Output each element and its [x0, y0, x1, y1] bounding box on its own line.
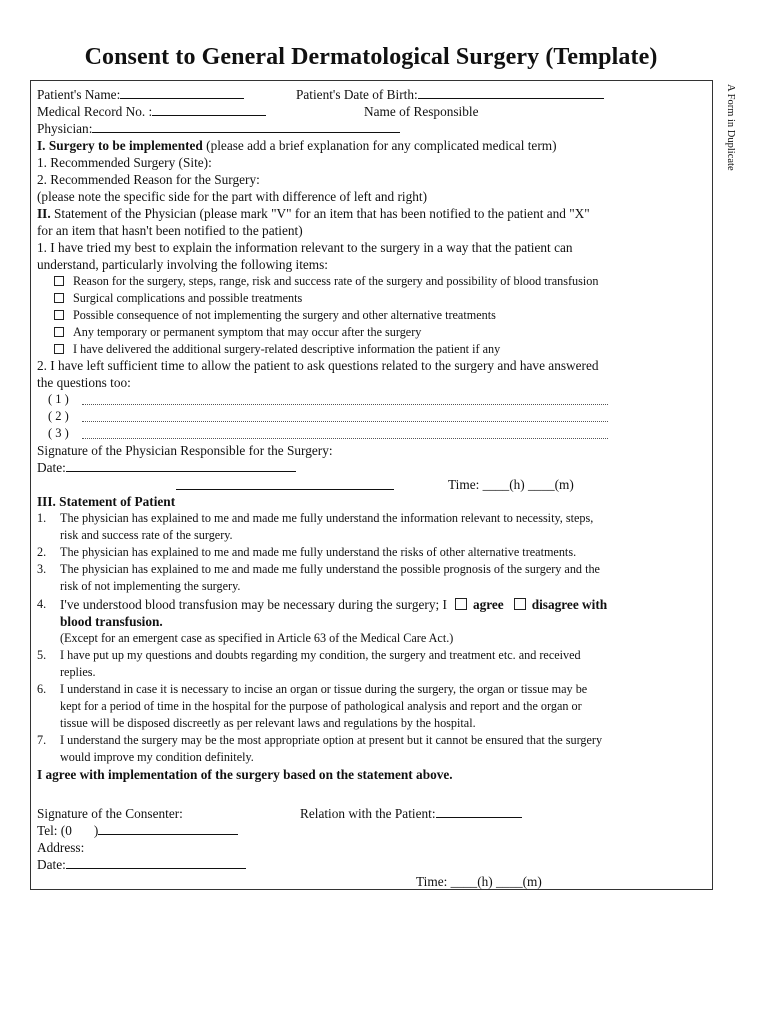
consenter-date-row [37, 856, 246, 873]
patient-dob-row [296, 86, 604, 103]
question-field-1[interactable] [82, 404, 608, 405]
statement-number: 4. [37, 597, 47, 611]
statement-line: tissue will be disposed discreetly as per relevant laws and regulations by the hospital. [60, 716, 476, 730]
question-label-1: ( 1 ) [48, 392, 69, 406]
tel-row [37, 822, 238, 839]
physician-item2-line1: 2. I have left sufficient time to allow the patient to ask questions related to the surgery and have answered [37, 358, 599, 373]
physician-item2-line2: the questions too: [37, 375, 131, 390]
checkbox[interactable] [54, 276, 64, 286]
question-field-3[interactable] [82, 438, 608, 439]
patient-name-label: Patient's Name: [37, 87, 121, 102]
section1-heading-note: (please add a brief explanation for any complicated medical term) [202, 138, 557, 153]
checkbox[interactable] [54, 310, 64, 320]
mrn-label: Medical Record No. : [37, 104, 153, 119]
statement-number: 1. [37, 511, 47, 525]
tel-close: ) [93, 823, 99, 838]
consenter-date-field[interactable] [66, 856, 246, 869]
statement-line: I understand the surgery may be the most appropriate option at present but it cannot be ensured that the surgery [60, 733, 603, 747]
tel-label: Tel: (0 [37, 823, 72, 838]
section1-heading: I. Surgery to be implemented [37, 138, 203, 153]
question-label-3: ( 3 ) [48, 426, 69, 440]
consenter-signature-label: Signature of the Consenter: [37, 806, 183, 821]
statement-line: I have put up my questions and doubts regarding my condition, the surgery and treatment etc. and received [60, 648, 581, 662]
mrn-field[interactable] [152, 103, 266, 116]
statement-number: 6. [37, 682, 47, 696]
checkbox[interactable] [54, 327, 64, 337]
statement-line: blood transfusion. [60, 614, 163, 629]
agreement-statement: I agree with implementation of the surgery based on the statement above. [37, 767, 453, 782]
statement-number: 2. [37, 545, 47, 559]
section2-heading-text2: for an item that hasn't been notified to the patient) [37, 223, 303, 238]
patient-dob-field[interactable] [418, 86, 604, 99]
physician-signature-label: Signature of the Physician Responsible for the Surgery: [37, 443, 333, 458]
section2-heading-row [37, 205, 590, 222]
section2-heading: II. [37, 206, 51, 221]
physician-date-row [37, 459, 296, 476]
question-label-2: ( 2 ) [48, 409, 69, 423]
physician-field[interactable] [92, 120, 400, 133]
checklist-item [54, 273, 598, 290]
relation-row [300, 805, 522, 822]
recommended-surgery-label: 1. Recommended Surgery (Site): [37, 155, 212, 170]
question-field-2[interactable] [82, 421, 608, 422]
statement-line: risk and success rate of the surgery. [60, 528, 233, 542]
section2-heading-text: Statement of the Physician (please mark "V" for an item that has been notified to the patient and "X" [50, 206, 590, 221]
address-label: Address: [37, 840, 85, 855]
statement-line: The physician has explained to me and made me fully understand the possible prognosis of the surgery and the [60, 562, 600, 576]
checklist-item-label: Surgical complications and possible treatments [73, 291, 303, 305]
section1-heading-row [37, 137, 557, 154]
patient-name-row [37, 86, 244, 103]
disagree-label: disagree with [531, 597, 608, 612]
checkbox[interactable] [54, 293, 64, 303]
form-title: Consent to General Dermatological Surgery (Template) [84, 44, 658, 70]
disagree-checkbox[interactable] [514, 598, 526, 610]
statement-line: (Except for an emergent case as specified in Article 63 of the Medical Care Act.) [60, 631, 454, 645]
statement-line: replies. [60, 665, 96, 679]
physician-date-field[interactable] [66, 459, 296, 472]
consenter-time-label[interactable]: Time: ____(h) ____(m) [416, 874, 542, 889]
section3-heading: III. Statement of Patient [37, 494, 176, 509]
patient-name-field[interactable] [120, 86, 244, 99]
statement-line: I understand in case it is necessary to incise an organ or tissue during the surgery, the organ or tissue may be [60, 682, 588, 696]
statement-line: The physician has explained to me and made me fully understand the information relevant to necessity, steps, [60, 511, 594, 525]
side-note-instruction: (please note the specific side for the part with difference of left and right) [37, 189, 428, 204]
relation-field[interactable] [436, 805, 522, 818]
checklist-item-label: Possible consequence of not implementing the surgery and other alternative treatments [73, 308, 496, 322]
statement-number: 7. [37, 733, 47, 747]
checklist-item-label: Any temporary or permanent symptom that may occur after the surgery [73, 325, 422, 339]
consenter-date-label: Date: [37, 857, 66, 872]
statement-line: would improve my condition definitely. [60, 750, 254, 764]
physician-item1-line2: understand, particularly involving the following items: [37, 257, 328, 272]
statement-line: The physician has explained to me and made me fully understand the risks of other alternative treatments. [60, 545, 577, 559]
relation-label: Relation with the Patient: [300, 806, 436, 821]
physician-label: Physician: [37, 121, 93, 136]
agree-checkbox[interactable] [455, 598, 467, 610]
statement-line-transfusion [60, 596, 705, 613]
checklist-item [54, 324, 421, 341]
physician-signature-line[interactable] [176, 489, 394, 490]
physician-row [37, 120, 400, 137]
checkbox[interactable] [54, 344, 64, 354]
checklist-item [54, 341, 500, 358]
statement-number: 3. [37, 562, 47, 576]
side-note: A Form in Duplicate [725, 84, 736, 171]
checklist-item-label: I have delivered the additional surgery-related descriptive information the patient if any [73, 342, 501, 356]
responsible-label: Name of Responsible [364, 104, 479, 119]
transfusion-text: I've understood blood transfusion may be necessary during the surgery; I [60, 597, 447, 612]
checklist-item-label: Reason for the surgery, steps, range, risk and success rate of the surgery and possibility of blood transfusion [73, 274, 599, 288]
physician-date-label: Date: [37, 460, 66, 475]
recommended-reason-label: 2. Recommended Reason for the Surgery: [37, 172, 260, 187]
statement-line: kept for a period of time in the hospital for the purpose of pathological analysis and report and the organ or [60, 699, 582, 713]
tel-field[interactable] [98, 822, 238, 835]
physician-time-label[interactable]: Time: ____(h) ____(m) [448, 477, 574, 492]
agree-label: agree [472, 597, 504, 612]
checklist-item [54, 307, 496, 324]
checklist-item [54, 290, 302, 307]
mrn-row [37, 103, 266, 120]
patient-dob-label: Patient's Date of Birth: [296, 87, 418, 102]
physician-item1-line1: 1. I have tried my best to explain the information relevant to the surgery in a way that the patient can [37, 240, 573, 255]
statement-line: risk of not implementing the surgery. [60, 579, 241, 593]
statement-number: 5. [37, 648, 47, 662]
